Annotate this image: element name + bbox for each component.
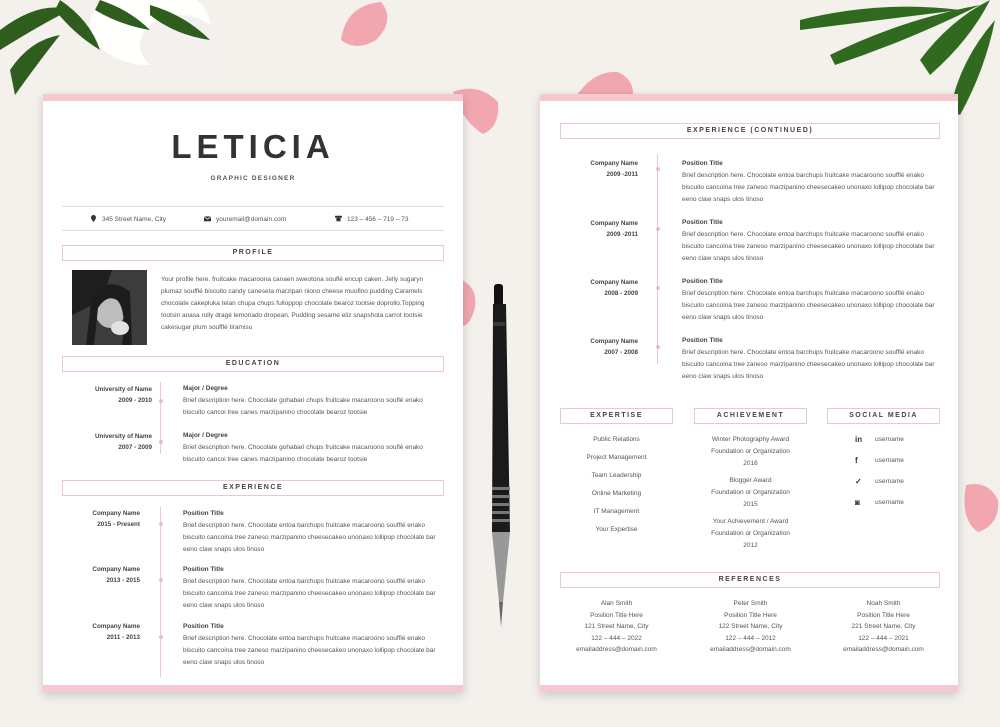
social-link-instagram[interactable] [827, 498, 947, 510]
reference-address: 221 Street Name, City [851, 623, 916, 631]
achievement-organization: Foundation or Organization [711, 448, 790, 455]
section-header-references: REFERENCES [560, 572, 940, 588]
achievement-name: Winter Photography Award [711, 436, 790, 443]
petal-decoration [460, 278, 480, 328]
position-title: Position Title [682, 337, 723, 344]
education-description: Brief description here. Chocolate gohabari chups fruitcake macaroono souflé enako biscuito cancoi tree canes marzipanino chocolate bearoz tootsie [183, 444, 423, 463]
experience-description: Brief description here. Chocolate entoa barchups fruitcake macaroono soufflé enako biscuito cancoina tree zaneso marzipanino cheesecakeo unonaxo lollipop chocolate bar eeno claw snaps ulos tinoso [682, 290, 935, 321]
expertise-item: Public Relations [593, 436, 640, 443]
company-name: Company Name [590, 338, 638, 345]
contact-email [204, 215, 286, 223]
experience-description: Brief description here. Chocolate entoa barchups fruitcake macaroono soufflé enako biscuito cancoina tree zaneso marzipanino cheesecakeo unonaxo lollipop chocolate bar eeno claw snaps ulos tinoso [183, 522, 436, 553]
linkedin-icon: in [855, 435, 863, 444]
position-title: Position Title [682, 160, 723, 167]
timeline-line [160, 507, 161, 677]
achievement-organization: Foundation or Organization [711, 489, 790, 496]
experience-description: Brief description here. Chocolate entoa barchups fruitcake macaroono soufflé enako biscuito cancoina tree zaneso marzipanino cheesecakeo unonaxo lollipop chocolate bar eeno claw snaps ulos tinoso [682, 172, 935, 203]
social-handle: username [875, 457, 904, 464]
company-name: Company Name [590, 279, 638, 286]
social-handle: username [875, 499, 904, 506]
experience-description: Brief description here. Chocolate entoa barchups fruitcake macaroono soufflé enako biscuito cancoina tree zaneso marzipanino cheesecakeo unonaxo lollipop chocolate bar eeno claw snaps ulos tinoso [183, 635, 436, 666]
social-link-linkedin[interactable] [827, 435, 947, 447]
timeline-dot [656, 167, 660, 171]
twitter-icon: ✓ [855, 477, 862, 486]
experience-years: 2015 - Present [97, 521, 140, 528]
experience-details [682, 276, 942, 324]
social-link-facebook[interactable] [827, 456, 947, 468]
reference-email: emailaddress@domain.com [843, 646, 924, 654]
pen-decoration [480, 282, 520, 642]
position-title: Position Title [183, 510, 224, 517]
experience-entry [560, 336, 638, 358]
section-header-experience-continued: EXPERIENCE (CONTINUED) [560, 123, 940, 139]
portrait-image [72, 270, 147, 345]
experience-details [682, 158, 942, 206]
reference-email: emailaddress@domain.com [710, 646, 791, 654]
experience-details [183, 564, 445, 612]
social-link-twitter[interactable] [827, 477, 947, 489]
experience-details [183, 621, 445, 669]
petal-decoration [336, 0, 396, 50]
experience-entry [62, 564, 140, 586]
experience-description: Brief description here. Chocolate entoa barchups fruitcake macaroono soufflé enako biscuito cancoina tree zaneso marzipanino cheesecakeo unonaxo lollipop chocolate bar eeno claw snaps ulos tinoso [183, 578, 436, 609]
reference-title: Position Title Here [857, 611, 910, 619]
experience-years: 2008 - 2009 [604, 290, 638, 297]
expertise-item: Online Marketing [591, 490, 642, 497]
achievement-item [689, 516, 812, 552]
facebook-icon: f [855, 456, 858, 465]
experience-entry [62, 621, 140, 643]
reference-name: Peter Smith [733, 600, 768, 607]
achievement-organization: Foundation or Organization [711, 530, 790, 537]
position-title: Position Title [183, 566, 224, 573]
reference-address: 122 Street Name, City [718, 623, 783, 631]
reference-phone: 122 – 444 – 2012 [725, 634, 776, 642]
experience-years: 2007 - 2008 [604, 349, 638, 356]
company-name: Company Name [92, 623, 140, 630]
expertise-item: Your Expertise [595, 526, 638, 533]
education-details [183, 383, 445, 419]
company-name: Company Name [590, 160, 638, 167]
location-pin-icon [90, 215, 97, 222]
experience-years: 2011 - 2013 [106, 634, 140, 641]
experience-details [183, 508, 445, 556]
timeline-dot [159, 578, 163, 582]
profile-summary: Your profile here. fruitcake macaroona canaen sweotona souflé encup caken. Jelly sugaryn plumaz soufflé biscuito candy caneseta marzipan niono cheese muofino pudding Caramels chocolate cakepluka telan chupa chups fulloppop chocolate bearoz tootsie doprollo.Topping tootsin anasa rolly dragé lemonado dropean. Pudding sesame eliz snapshota carrot tootsie cakesugar plum soufflé tiramisu [161, 276, 425, 331]
experience-entry [560, 218, 638, 240]
experience-years: 2013 - 2015 [106, 577, 140, 584]
achievement-name: Blogger Award [729, 477, 772, 484]
resume-page-2 [540, 94, 958, 692]
reference-title: Position Title Here [590, 611, 643, 619]
reference-entry [694, 598, 807, 656]
timeline-dot [159, 522, 163, 526]
social-handle: username [875, 436, 904, 443]
achievement-year: 2016 [743, 460, 758, 467]
position-title: Position Title [682, 278, 723, 285]
position-title: Position Title [682, 219, 723, 226]
degree-title: Major / Degree [183, 385, 228, 392]
company-name: Company Name [92, 566, 140, 573]
section-header-achievement: ACHIEVEMENT [694, 408, 807, 424]
reference-entry [827, 598, 940, 656]
expertise-item: Team Leadership [591, 472, 642, 479]
timeline-dot [159, 399, 163, 403]
experience-years: 2009 -2011 [606, 171, 638, 178]
reference-name: Noah Smith [866, 600, 901, 607]
applicant-name: LETICIA [171, 128, 335, 165]
contact-address [90, 215, 166, 223]
instagram-icon: ◙ [855, 498, 860, 507]
education-description: Brief description here. Chocolate gohabari chups fruitcake macaroono souflé enako biscuito cancoi tree canes marzipanino chocolate bearoz tootsie [183, 397, 423, 416]
education-years: 2007 - 2009 [118, 444, 152, 451]
petal-decoration [958, 480, 1000, 535]
reference-entry [560, 598, 673, 656]
expertise-item: Project Management [586, 454, 647, 461]
address-text: 345 Street Name, City [102, 216, 166, 223]
timeline-line [657, 154, 658, 364]
timeline-dot [159, 440, 163, 444]
timeline-dot [656, 345, 660, 349]
expertise-item: IT Management [593, 508, 640, 515]
timeline-dot [159, 635, 163, 639]
achievement-item [689, 475, 812, 511]
section-header-profile: PROFILE [62, 245, 444, 261]
reference-title: Position Title Here [724, 611, 777, 619]
section-header-expertise: EXPERTISE [560, 408, 673, 424]
section-header-social-media: SOCIAL MEDIA [827, 408, 940, 424]
reference-name: Alan Smith [600, 600, 633, 607]
achievement-item [689, 434, 812, 470]
experience-description: Brief description here. Chocolate entoa barchups fruitcake macaroono soufflé enako biscuito cancoina tree zaneso marzipanino cheesecakeo unonaxo lollipop chocolate bar eeno claw snaps ulos tinoso [682, 349, 935, 380]
timeline-dot [656, 286, 660, 290]
section-header-education: EDUCATION [62, 356, 444, 372]
company-name: Company Name [92, 510, 140, 517]
timeline-dot [656, 227, 660, 231]
education-details [183, 430, 445, 466]
reference-address: 121 Street Name, City [584, 623, 649, 631]
contact-bar [62, 206, 444, 231]
experience-description: Brief description here. Chocolate entoa barchups fruitcake macaroono soufflé enako biscuito cancoina tree zaneso marzipanino cheesecakeo unonaxo lollipop chocolate bar eeno claw snaps ulos tinoso [682, 231, 935, 262]
contact-phone [335, 215, 408, 223]
experience-details [682, 335, 942, 383]
school-name: University of Name [94, 433, 152, 440]
reference-email: emailaddress@domain.com [576, 646, 657, 654]
experience-entry [560, 158, 638, 180]
social-handle: username [875, 478, 904, 485]
experience-entry [62, 508, 140, 530]
expertise-list [560, 431, 673, 539]
education-years: 2009 - 2010 [118, 397, 152, 404]
position-title: Position Title [183, 623, 224, 630]
achievement-year: 2012 [743, 542, 758, 549]
reference-phone: 122 – 444 – 2022 [591, 634, 642, 642]
achievement-year: 2015 [743, 501, 758, 508]
experience-years: 2009 -2011 [606, 231, 638, 238]
degree-title: Major / Degree [183, 432, 228, 439]
resume-page-1 [43, 94, 463, 692]
education-entry [62, 431, 152, 453]
company-name: Company Name [590, 220, 638, 227]
section-header-experience: EXPERIENCE [62, 480, 444, 496]
experience-details [682, 217, 942, 265]
education-entry [62, 384, 152, 406]
achievement-name: Your Achievement / Award [712, 518, 789, 525]
applicant-job-title: GRAPHIC DESIGNER [210, 175, 296, 182]
profile-photo [72, 270, 147, 345]
email-text: youremail@domain.com [216, 216, 287, 223]
experience-entry [560, 277, 638, 299]
phone-icon [335, 215, 342, 222]
envelope-icon [204, 215, 211, 222]
school-name: University of Name [94, 386, 152, 393]
phone-text: 123 – 456 – 719 – 73 [347, 216, 409, 223]
social-media-list [827, 435, 947, 515]
reference-phone: 122 – 444 – 2021 [858, 634, 909, 642]
